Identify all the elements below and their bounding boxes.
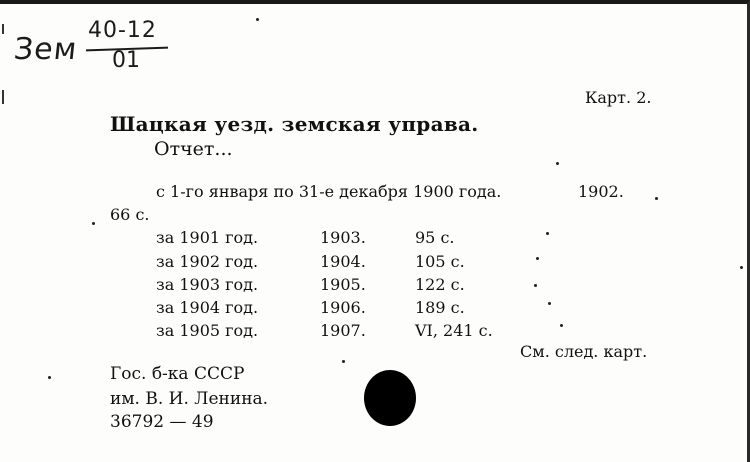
row-year: 1904. xyxy=(320,252,366,271)
row-year: 1905. xyxy=(320,275,366,294)
speck xyxy=(256,18,259,21)
punch-hole xyxy=(364,370,416,426)
card-heading: Шацкая уезд. земская управа. xyxy=(110,112,479,136)
period-publication-year: 1902. xyxy=(578,182,624,201)
row-pages: 122 с. xyxy=(415,275,465,294)
card-number: Карт. 2. xyxy=(585,88,652,107)
row-pages: 105 с. xyxy=(415,252,465,271)
row-pages: VI, 241 с. xyxy=(415,321,493,340)
row-label: за 1903 год. xyxy=(156,275,259,294)
speck xyxy=(740,266,743,269)
card-subheading: Отчет... xyxy=(154,138,233,160)
speck xyxy=(556,162,559,165)
edge-mark xyxy=(2,90,4,104)
period-text: с 1-го января по 31-е декабря 1900 года. xyxy=(156,182,502,201)
handwritten-shelfmark-denominator: 01 xyxy=(112,48,140,73)
speck xyxy=(536,257,539,260)
speck xyxy=(546,232,549,235)
handwritten-prefix: Зем xyxy=(12,32,80,67)
see-next-card: См. след. карт. xyxy=(520,342,648,361)
library-stamp-line3: 36792 — 49 xyxy=(110,412,214,432)
row-label: за 1901 год. xyxy=(156,228,259,247)
row-year: 1903. xyxy=(320,228,366,247)
edge-mark xyxy=(2,24,4,34)
row-year: 1907. xyxy=(320,321,366,340)
library-stamp-line2: им. В. И. Ленина. xyxy=(110,389,269,409)
row-label: за 1905 год. xyxy=(156,321,259,340)
row-pages: 95 с. xyxy=(415,228,455,247)
speck xyxy=(92,222,95,225)
speck xyxy=(548,302,551,305)
speck xyxy=(534,284,537,287)
speck xyxy=(655,197,658,200)
speck xyxy=(342,360,345,363)
speck xyxy=(560,324,563,327)
period-pages: 66 с. xyxy=(110,205,150,224)
handwritten-shelfmark-numerator: 40-12 xyxy=(88,18,157,43)
row-label: за 1902 год. xyxy=(156,252,259,271)
row-pages: 189 с. xyxy=(415,298,465,317)
library-stamp-line1: Гос. б-ка СССР xyxy=(110,364,245,384)
speck xyxy=(48,376,51,379)
row-year: 1906. xyxy=(320,298,366,317)
row-label: за 1904 год. xyxy=(156,298,259,317)
